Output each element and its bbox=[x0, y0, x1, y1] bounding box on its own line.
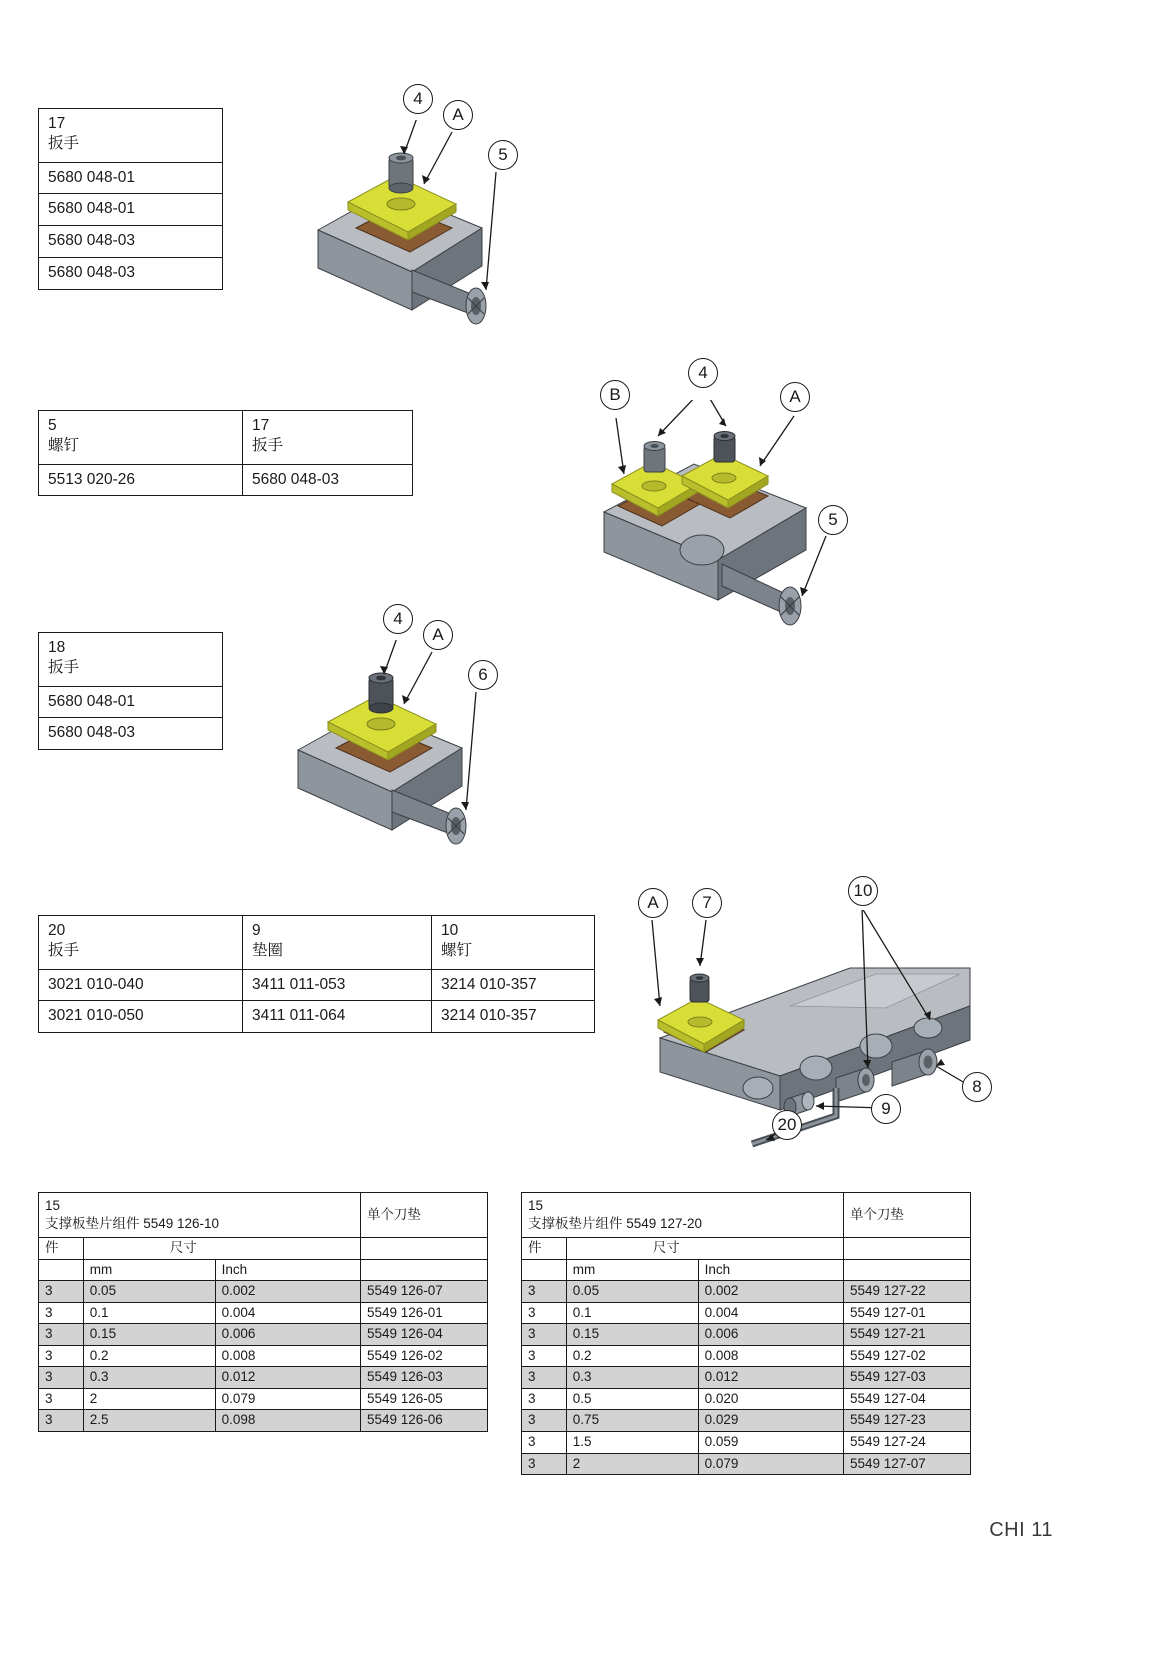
col-empty bbox=[39, 1259, 84, 1281]
pieces: 3 bbox=[39, 1367, 84, 1389]
page-footer: CHI 11 bbox=[989, 1519, 1053, 1541]
header-cell bbox=[243, 916, 432, 970]
item-number: 17 bbox=[252, 417, 270, 434]
order-code: 5680 048-01 bbox=[39, 162, 223, 194]
col-empty bbox=[843, 1238, 970, 1260]
callout-5: 5 bbox=[488, 140, 518, 170]
shim-table-5549-127-20 bbox=[521, 1192, 971, 1475]
table-row bbox=[39, 1324, 488, 1346]
figure-4-svg bbox=[640, 910, 1010, 1160]
col-mm: mm bbox=[566, 1259, 698, 1281]
table-row bbox=[39, 194, 223, 226]
header-cell bbox=[243, 411, 413, 465]
shim-table-header-row bbox=[39, 1238, 488, 1260]
pieces: 3 bbox=[522, 1432, 567, 1454]
table-header-row bbox=[39, 916, 595, 970]
shim-title-cell bbox=[522, 1193, 844, 1238]
figure-toolholder-3 bbox=[280, 609, 520, 870]
thickness-inch: 0.012 bbox=[698, 1367, 843, 1389]
thickness-mm: 0.15 bbox=[566, 1324, 698, 1346]
table-row bbox=[39, 718, 223, 750]
table-row bbox=[39, 1281, 488, 1303]
table-row bbox=[522, 1324, 971, 1346]
parts-table-5-17 bbox=[38, 410, 413, 496]
pieces: 3 bbox=[522, 1281, 567, 1303]
assembly-title: 支撑板垫片组件 5549 126-10 bbox=[45, 1215, 220, 1231]
pieces: 3 bbox=[522, 1388, 567, 1410]
order-code: 5549 127-07 bbox=[843, 1453, 970, 1475]
pieces: 3 bbox=[39, 1281, 84, 1303]
pieces: 3 bbox=[39, 1410, 84, 1432]
thickness-mm: 0.3 bbox=[566, 1367, 698, 1389]
order-code: 5513 020-26 bbox=[39, 464, 243, 496]
callout-A: A bbox=[443, 100, 473, 130]
col-empty bbox=[360, 1238, 487, 1260]
table-header-row bbox=[39, 633, 223, 687]
shim-table-title-row bbox=[39, 1193, 488, 1238]
item-name: 扳手 bbox=[48, 658, 80, 676]
figure-toolholder-1 bbox=[300, 89, 540, 350]
item-name: 螺钉 bbox=[441, 941, 473, 959]
single-shim-label: 单个刀垫 bbox=[360, 1193, 487, 1238]
callout-9: 9 bbox=[871, 1094, 901, 1124]
table-row bbox=[522, 1302, 971, 1324]
thickness-mm: 2.5 bbox=[83, 1410, 215, 1432]
order-code: 5549 127-24 bbox=[843, 1432, 970, 1454]
table-row bbox=[522, 1367, 971, 1389]
order-code: 3021 010-050 bbox=[39, 1001, 243, 1033]
thickness-inch: 0.079 bbox=[215, 1388, 360, 1410]
thickness-mm: 0.3 bbox=[83, 1367, 215, 1389]
order-code: 3411 011-053 bbox=[243, 969, 432, 1001]
assembly-title: 支撑板垫片组件 5549 127-20 bbox=[528, 1215, 703, 1231]
table-header-row bbox=[39, 109, 223, 163]
item-number: 15 bbox=[45, 1198, 61, 1213]
thickness-mm: 0.2 bbox=[566, 1345, 698, 1367]
thickness-inch: 0.004 bbox=[215, 1302, 360, 1324]
col-empty bbox=[522, 1259, 567, 1281]
shim-table-title-row bbox=[522, 1193, 971, 1238]
thickness-inch: 0.006 bbox=[698, 1324, 843, 1346]
col-inch: Inch bbox=[215, 1259, 360, 1281]
order-code: 5680 048-01 bbox=[39, 686, 223, 718]
parts-table-17 bbox=[38, 108, 223, 290]
thickness-mm: 0.1 bbox=[83, 1302, 215, 1324]
order-code: 3214 010-357 bbox=[432, 969, 595, 1001]
table-row bbox=[39, 1345, 488, 1367]
order-code: 3214 010-357 bbox=[432, 1001, 595, 1033]
thickness-inch: 0.006 bbox=[215, 1324, 360, 1346]
header-cell bbox=[39, 916, 243, 970]
figure-toolholder-2 bbox=[590, 363, 870, 650]
pieces: 3 bbox=[522, 1302, 567, 1324]
callout-8: 8 bbox=[962, 1072, 992, 1102]
thickness-mm: 0.15 bbox=[83, 1324, 215, 1346]
item-name: 螺钉 bbox=[48, 436, 80, 454]
callout-20: 20 bbox=[772, 1110, 802, 1140]
callout-4: 4 bbox=[688, 358, 718, 388]
pieces: 3 bbox=[39, 1345, 84, 1367]
order-code: 5680 048-03 bbox=[39, 258, 223, 290]
order-code: 5680 048-03 bbox=[39, 718, 223, 750]
order-code: 5680 048-01 bbox=[39, 194, 223, 226]
col-pieces: 件 bbox=[522, 1238, 567, 1260]
order-code: 3021 010-040 bbox=[39, 969, 243, 1001]
item-name: 扳手 bbox=[48, 941, 80, 959]
order-code: 5549 127-22 bbox=[843, 1281, 970, 1303]
callout-A: A bbox=[423, 620, 453, 650]
table-row bbox=[39, 1302, 488, 1324]
order-code: 5549 126-06 bbox=[360, 1410, 487, 1432]
col-inch: Inch bbox=[698, 1259, 843, 1281]
item-number: 18 bbox=[48, 639, 66, 656]
order-code: 5549 126-05 bbox=[360, 1388, 487, 1410]
shim-title-cell bbox=[39, 1193, 361, 1238]
table-row bbox=[39, 226, 223, 258]
callout-A: A bbox=[638, 888, 668, 918]
table-row bbox=[39, 969, 595, 1001]
pieces: 3 bbox=[522, 1367, 567, 1389]
callout-4: 4 bbox=[403, 84, 433, 114]
table-row bbox=[522, 1388, 971, 1410]
order-code: 5549 126-02 bbox=[360, 1345, 487, 1367]
pieces: 3 bbox=[39, 1324, 84, 1346]
thickness-inch: 0.020 bbox=[698, 1388, 843, 1410]
thickness-inch: 0.059 bbox=[698, 1432, 843, 1454]
thickness-inch: 0.079 bbox=[698, 1453, 843, 1475]
callout-7: 7 bbox=[692, 888, 722, 918]
callout-B: B bbox=[600, 380, 630, 410]
table-row bbox=[522, 1281, 971, 1303]
table-row bbox=[39, 464, 413, 496]
thickness-mm: 2 bbox=[566, 1453, 698, 1475]
pieces: 3 bbox=[522, 1453, 567, 1475]
parts-table-20-9-10 bbox=[38, 915, 595, 1033]
pieces: 3 bbox=[39, 1302, 84, 1324]
table-row bbox=[522, 1432, 971, 1454]
callout-6: 6 bbox=[468, 660, 498, 690]
item-name: 垫圈 bbox=[252, 941, 284, 959]
col-dimension: 尺寸 bbox=[83, 1238, 360, 1260]
order-code: 5549 126-01 bbox=[360, 1302, 487, 1324]
thickness-inch: 0.002 bbox=[698, 1281, 843, 1303]
table-row bbox=[39, 162, 223, 194]
table-row bbox=[39, 1367, 488, 1389]
item-name: 扳手 bbox=[48, 134, 80, 152]
table-row bbox=[39, 1388, 488, 1410]
callout-5: 5 bbox=[818, 505, 848, 535]
thickness-mm: 2 bbox=[83, 1388, 215, 1410]
parts-table-18 bbox=[38, 632, 223, 750]
callout-A: A bbox=[780, 382, 810, 412]
callout-10: 10 bbox=[848, 876, 878, 906]
item-number: 20 bbox=[48, 922, 66, 939]
table-row bbox=[39, 1410, 488, 1432]
order-code: 5549 126-04 bbox=[360, 1324, 487, 1346]
order-code: 5549 127-01 bbox=[843, 1302, 970, 1324]
item-number: 17 bbox=[48, 115, 66, 132]
thickness-inch: 0.008 bbox=[215, 1345, 360, 1367]
table-row bbox=[39, 258, 223, 290]
col-empty bbox=[843, 1259, 970, 1281]
order-code: 5680 048-03 bbox=[243, 464, 413, 496]
callout-4: 4 bbox=[383, 604, 413, 634]
thickness-mm: 0.5 bbox=[566, 1388, 698, 1410]
figure-cartridge-bar bbox=[640, 881, 1010, 1160]
pieces: 3 bbox=[522, 1324, 567, 1346]
pieces: 3 bbox=[522, 1410, 567, 1432]
order-code: 5549 126-03 bbox=[360, 1367, 487, 1389]
col-dimension: 尺寸 bbox=[566, 1238, 843, 1260]
header-cell bbox=[432, 916, 595, 970]
thickness-mm: 0.05 bbox=[83, 1281, 215, 1303]
order-code: 5549 127-23 bbox=[843, 1410, 970, 1432]
header-cell bbox=[39, 633, 223, 687]
order-code: 5549 127-03 bbox=[843, 1367, 970, 1389]
thickness-inch: 0.002 bbox=[215, 1281, 360, 1303]
table-row bbox=[39, 686, 223, 718]
table-row bbox=[522, 1453, 971, 1475]
thickness-inch: 0.098 bbox=[215, 1410, 360, 1432]
item-number: 15 bbox=[528, 1198, 544, 1213]
shim-table-5549-126-10 bbox=[38, 1192, 488, 1432]
thickness-inch: 0.012 bbox=[215, 1367, 360, 1389]
item-number: 9 bbox=[252, 922, 261, 939]
thickness-mm: 0.05 bbox=[566, 1281, 698, 1303]
order-code: 3411 011-064 bbox=[243, 1001, 432, 1033]
table-header-row bbox=[39, 411, 413, 465]
item-number: 10 bbox=[441, 922, 459, 939]
table-row bbox=[522, 1410, 971, 1432]
col-empty bbox=[360, 1259, 487, 1281]
single-shim-label: 单个刀垫 bbox=[843, 1193, 970, 1238]
item-name: 扳手 bbox=[252, 436, 284, 454]
thickness-mm: 1.5 bbox=[566, 1432, 698, 1454]
order-code: 5549 127-02 bbox=[843, 1345, 970, 1367]
pieces: 3 bbox=[522, 1345, 567, 1367]
item-number: 5 bbox=[48, 417, 57, 434]
thickness-mm: 0.1 bbox=[566, 1302, 698, 1324]
thickness-mm: 0.75 bbox=[566, 1410, 698, 1432]
thickness-inch: 0.004 bbox=[698, 1302, 843, 1324]
pieces: 3 bbox=[39, 1388, 84, 1410]
table-row bbox=[39, 1001, 595, 1033]
thickness-inch: 0.008 bbox=[698, 1345, 843, 1367]
order-code: 5680 048-03 bbox=[39, 226, 223, 258]
order-code: 5549 127-04 bbox=[843, 1388, 970, 1410]
thickness-mm: 0.2 bbox=[83, 1345, 215, 1367]
header-cell bbox=[39, 411, 243, 465]
order-code: 5549 126-07 bbox=[360, 1281, 487, 1303]
shim-table-subheader-row bbox=[522, 1259, 971, 1281]
thickness-inch: 0.029 bbox=[698, 1410, 843, 1432]
col-mm: mm bbox=[83, 1259, 215, 1281]
table-row bbox=[522, 1345, 971, 1367]
col-pieces: 件 bbox=[39, 1238, 84, 1260]
shim-table-header-row bbox=[522, 1238, 971, 1260]
header-cell bbox=[39, 109, 223, 163]
shim-table-subheader-row bbox=[39, 1259, 488, 1281]
order-code: 5549 127-21 bbox=[843, 1324, 970, 1346]
